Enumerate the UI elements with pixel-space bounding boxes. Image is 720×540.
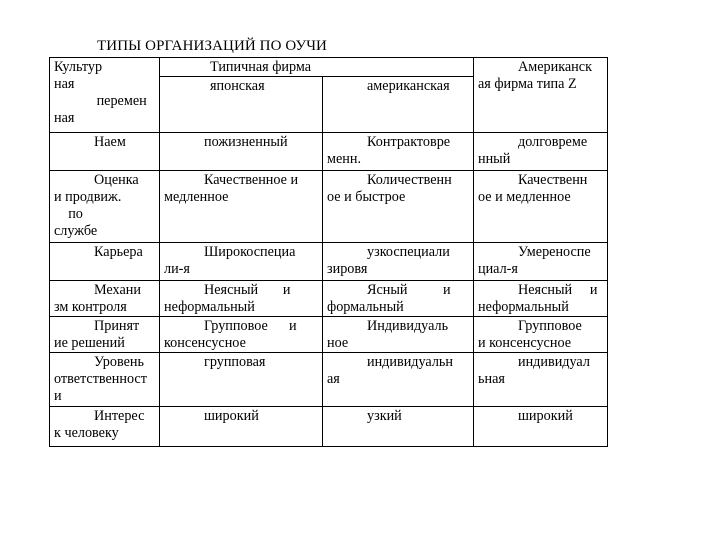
z-firm-value-cell xyxy=(474,317,608,353)
row-label: Интерес к человеку xyxy=(54,408,145,441)
american-firm-value-cell xyxy=(323,171,474,243)
table-row xyxy=(50,407,608,447)
header-typical-firm-label: Типичная фирма xyxy=(210,59,312,75)
header-typical-firm-cell xyxy=(160,58,474,77)
american-firm-value: узкоспециали зировя xyxy=(327,244,450,277)
american-firm-value: узкий xyxy=(367,408,402,424)
row-label: Принят ие решений xyxy=(54,318,140,351)
row-label: Карьера xyxy=(94,244,143,260)
row-label-cell xyxy=(50,317,160,353)
table-header-row xyxy=(50,58,608,77)
z-firm-value-cell xyxy=(474,243,608,281)
z-firm-value: индивидуал ьная xyxy=(478,354,590,387)
table-row xyxy=(50,243,608,281)
row-label-cell xyxy=(50,243,160,281)
row-label-cell xyxy=(50,171,160,243)
japanese-firm-value: широкий xyxy=(204,408,259,424)
american-firm-value: Индивидуаль ное xyxy=(327,318,449,351)
header-japanese-label: японская xyxy=(210,78,265,94)
japanese-firm-value: Широкоспециа ли-я xyxy=(164,244,296,277)
table-row xyxy=(50,353,608,407)
header-american-label: американская xyxy=(367,78,450,94)
japanese-firm-value-cell xyxy=(160,317,323,353)
organization-types-table xyxy=(49,57,608,447)
japanese-firm-value: групповая xyxy=(204,354,266,370)
table-row xyxy=(50,317,608,353)
american-firm-value: Ясный и формальный xyxy=(327,282,451,315)
american-firm-value-cell xyxy=(323,407,474,447)
japanese-firm-value-cell xyxy=(160,243,323,281)
row-label-cell xyxy=(50,407,160,447)
document-title: ТИПЫ ОРГАНИЗАЦИЙ ПО ОУЧИ xyxy=(97,38,327,54)
z-firm-value-cell xyxy=(474,171,608,243)
american-firm-value: Количественн ое и быстрое xyxy=(327,172,452,205)
z-firm-value-cell xyxy=(474,407,608,447)
z-firm-value: Умереноспе циал-я xyxy=(478,244,591,277)
header-variable-cell xyxy=(50,58,160,133)
row-label-cell xyxy=(50,133,160,171)
row-label-cell xyxy=(50,281,160,317)
row-label: Механи зм контроля xyxy=(54,282,141,315)
header-japanese-cell xyxy=(160,77,323,133)
american-firm-value: индивидуальн ая xyxy=(327,354,453,387)
table-row xyxy=(50,171,608,243)
row-label: Наем xyxy=(94,134,126,150)
z-firm-value: широкий xyxy=(518,408,573,424)
table-row xyxy=(50,281,608,317)
row-label: Уровень ответственност и xyxy=(54,354,147,404)
header-variable-label: Культур ная перемен ная xyxy=(54,59,147,126)
z-firm-value-cell xyxy=(474,281,608,317)
american-firm-value-cell xyxy=(323,281,474,317)
american-firm-value-cell xyxy=(323,353,474,407)
header-z-firm-cell xyxy=(474,58,608,133)
z-firm-value: долговреме нный xyxy=(478,134,588,167)
japanese-firm-value: Качественное и медленное xyxy=(164,172,299,205)
american-firm-value-cell xyxy=(323,133,474,171)
japanese-firm-value-cell xyxy=(160,281,323,317)
american-firm-value-cell xyxy=(323,317,474,353)
american-firm-value: Контрактовре менн. xyxy=(327,134,451,167)
z-firm-value-cell xyxy=(474,353,608,407)
table-row xyxy=(50,133,608,171)
row-label: Оценка и продвиж. по службе xyxy=(54,172,139,239)
header-american-cell xyxy=(323,77,474,133)
header-z-firm-label: Американск ая фирма типа Z xyxy=(478,59,592,92)
japanese-firm-value: Неясный и неформальный xyxy=(164,282,291,315)
japanese-firm-value-cell xyxy=(160,171,323,243)
row-label-cell xyxy=(50,353,160,407)
z-firm-value-cell xyxy=(474,133,608,171)
z-firm-value: Неясный и неформальный xyxy=(478,282,598,315)
japanese-firm-value-cell xyxy=(160,353,323,407)
japanese-firm-value: пожизненный xyxy=(204,134,288,150)
japanese-firm-value-cell xyxy=(160,407,323,447)
z-firm-value: Групповое и консенсусное xyxy=(478,318,582,351)
american-firm-value-cell xyxy=(323,243,474,281)
japanese-firm-value: Групповое и консенсусное xyxy=(164,318,297,351)
z-firm-value: Качественн ое и медленное xyxy=(478,172,588,205)
japanese-firm-value-cell xyxy=(160,133,323,171)
